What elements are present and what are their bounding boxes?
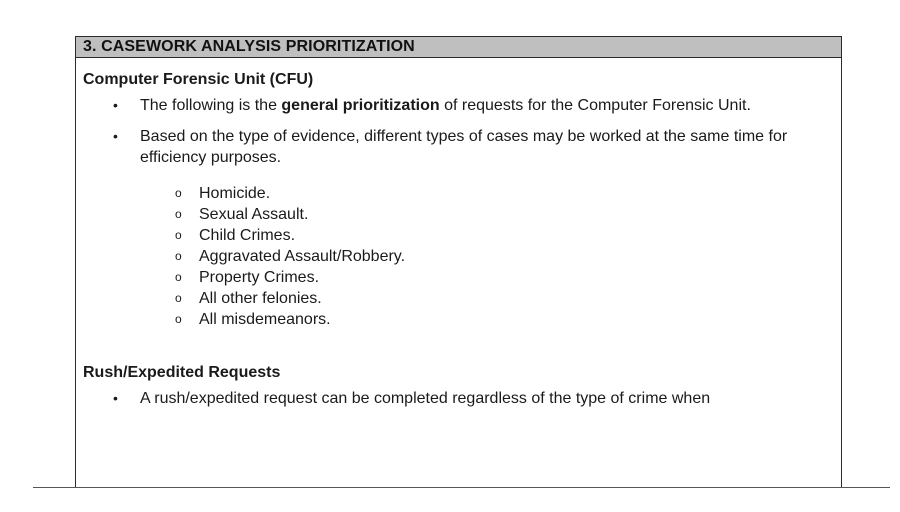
priority-label: Homicide. xyxy=(199,185,271,202)
section-header: 3. CASEWORK ANALYSIS PRIORITIZATION xyxy=(76,37,841,58)
priority-label: All misdemeanors. xyxy=(199,311,331,328)
bullet-item-general-prioritization xyxy=(83,95,838,116)
priority-list-item xyxy=(83,309,838,330)
bullet-marker: • xyxy=(113,97,118,113)
priority-label: Aggravated Assault/Robbery. xyxy=(199,248,406,265)
bullet-marker: • xyxy=(113,128,118,144)
sub-bullet-marker: o xyxy=(175,228,182,242)
bullet-item-evidence-type xyxy=(83,126,838,330)
priority-list-item xyxy=(83,183,838,204)
bullet-text-before: The following is the xyxy=(140,97,282,114)
priority-list-item xyxy=(83,267,838,288)
section-content xyxy=(83,58,838,409)
bullet-text: A rush/expedited request can be completed regardless of the type of crime when xyxy=(140,390,711,407)
section-box xyxy=(75,36,842,488)
cfu-bullet-list xyxy=(83,95,838,330)
priority-list-item xyxy=(83,246,838,267)
sub-bullet-marker: o xyxy=(175,291,182,305)
sub-bullet-marker: o xyxy=(175,249,182,263)
cfu-heading: Computer Forensic Unit (CFU) xyxy=(83,71,314,88)
bullet-text: Based on the type of evidence, different types of cases may be worked at the same time for efficiency purposes. xyxy=(140,128,788,166)
sub-bullet-marker: o xyxy=(175,312,182,326)
priority-label: Sexual Assault. xyxy=(199,206,309,223)
bullet-item-rush xyxy=(83,388,838,409)
sub-bullet-marker: o xyxy=(175,270,182,284)
bullet-text-bold: general prioritization xyxy=(281,97,440,114)
priority-list xyxy=(83,183,838,330)
priority-list-item xyxy=(83,225,838,246)
bottom-divider xyxy=(33,487,890,488)
priority-label: Child Crimes. xyxy=(199,227,296,244)
priority-label: All other felonies. xyxy=(199,290,322,307)
sub-bullet-marker: o xyxy=(175,207,182,221)
priority-list-item xyxy=(83,204,838,225)
sub-bullet-marker: o xyxy=(175,186,182,200)
priority-list-item xyxy=(83,288,838,309)
bullet-text-after: of requests for the Computer Forensic Unit. xyxy=(439,97,751,114)
bullet-marker: • xyxy=(113,390,118,406)
rush-heading: Rush/Expedited Requests xyxy=(83,364,281,381)
priority-label: Property Crimes. xyxy=(199,269,320,286)
rush-bullet-list xyxy=(83,388,838,409)
